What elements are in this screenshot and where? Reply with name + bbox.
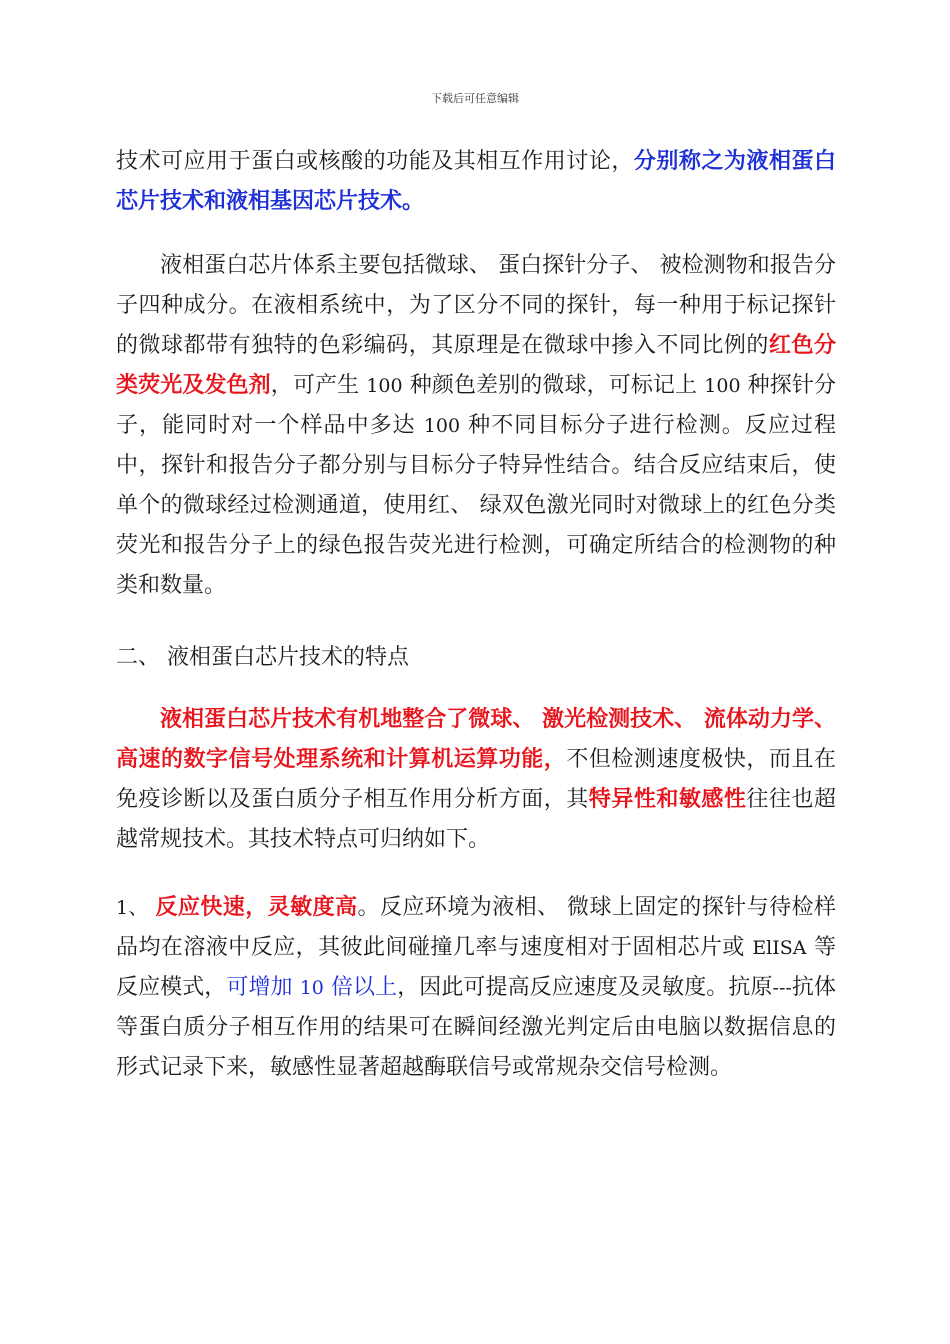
highlight-blue: 倍以上	[330, 975, 398, 1000]
dash-text: ---	[772, 977, 792, 999]
number-text: ElISA	[752, 937, 807, 959]
paragraph-text: ，因此可提高反应速度及灵敏度。抗原	[397, 975, 773, 1000]
paragraph-text: 种颜色差别的微球，可标记上	[409, 373, 698, 398]
paragraph-text: 往往也超越常规技术。其技术特点可归纳如下。	[116, 787, 836, 852]
paragraph-intro	[116, 142, 836, 222]
highlight-red: 特异性和敏感性	[588, 787, 747, 812]
number-text: 100	[704, 375, 741, 397]
paragraph-point-1	[116, 888, 836, 1088]
paragraph-text: 。反应环境为液相、 微球上固定的探针与待检样品均在溶液中反应，其彼此间碰撞几率与速度相对于固相芯片或	[116, 895, 836, 960]
paragraph-text: 种探针分子，能同时对一个样品中多达	[116, 373, 836, 438]
list-number: 1、	[116, 897, 148, 919]
section-heading: 二、 液相蛋白芯片技术的特点	[116, 645, 409, 670]
paragraph-text: 技术可应用于蛋白或核酸的功能及其相互作用讨论，	[116, 149, 634, 174]
number-text: 10	[299, 977, 324, 999]
paragraph-system	[116, 246, 836, 606]
highlight-blue: 可增加	[226, 975, 293, 1000]
highlight-red: 反应快速，灵敏度高	[155, 895, 358, 920]
paragraph-text: 抗体等蛋白质分子相互作用的结果可在瞬间经激光判定后由电脑以数据信息的形式记录下来，敏感性显著超越酶联信号或常规杂交信号检测。	[116, 975, 836, 1080]
paragraph-text: 种不同目标分子进行检测。反应过程中，探针和报告分子都分别与目标分子特异性结合。结合反应结束后，使单个的微球经过检测通道，使用红、 绿双色激光同时对微球上的红色分类荧光和报告分子上的绿色报告荧光进行检测，可确定所结合的检测物的种类和数量。	[116, 413, 836, 598]
paragraph-text: 液相蛋白芯片体系主要包括微球、 蛋白探针分子、 被检测物和报告分子四种成分。在液相系统中，为了区分不同的探针，每一种用于标记探针的微球都带有独特的色彩编码，其原理是在微球中掺入不同比例的	[116, 253, 836, 358]
number-text: 100	[423, 415, 461, 437]
highlight-red: 红色分类荧光及发色剂	[116, 333, 836, 398]
paragraph-text: 等反应模式，	[116, 935, 836, 1000]
number-text: 100	[366, 375, 403, 397]
paragraph-features	[116, 700, 836, 860]
paragraph-text: 不但检测速度极快，而且在免疫诊断以及蛋白质分子相互作用分析方面，其	[116, 747, 836, 812]
highlight-red: 液相蛋白芯片技术有机地整合了微球、 激光检测技术、 流体动力学、 高速的数字信号处理系统和计算机运算功能，	[116, 707, 836, 772]
highlight-blue: 分别称之为液相蛋白芯片技术和液相基因芯片技术。	[116, 149, 836, 214]
paragraph-text: ，可产生	[270, 373, 360, 398]
header-note: 下载后可任意编辑	[431, 92, 519, 105]
